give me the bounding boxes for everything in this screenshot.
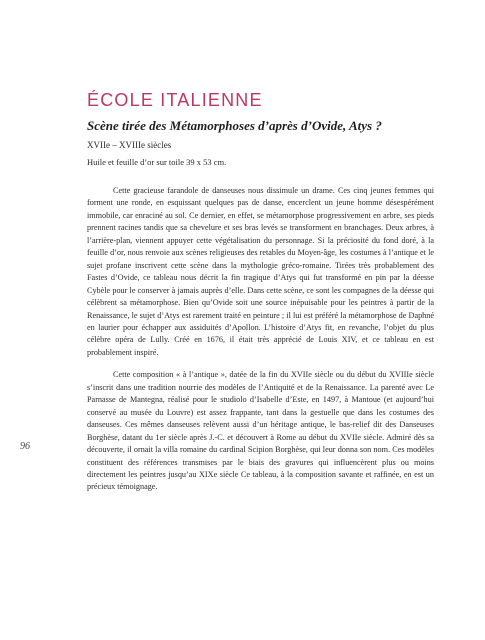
section-title: ÉCOLE ITALIENNE [87, 90, 263, 110]
page-content [87, 90, 434, 504]
artwork-period: XVIIe – XVIIIe siècles [87, 140, 172, 150]
artwork-medium: Huile et feuille d’or sur toile 39 x 53 cm. [87, 157, 227, 167]
artwork-title: Scène tirée des Métamorphoses d’après d’Ovide, Atys ? [87, 118, 382, 133]
page-number: 96 [20, 441, 30, 452]
body-paragraph-2: Cette composition « à l’antique », datée de la fin du XVIIe siècle ou du début du XVIIIe siècle s’inscrit dans une tradition nourrie des modèles de l’Antiquité et de la Renaissance. La parenté avec Le Parnasse de Mantegna, réalisé pour le studiolo d’Isabelle d’Este, en 1497, à Mantoue (et aujourd’hui conservé au musée du Louvre) est assez frappante, tant dans la gestuelle que dans les costumes des danseuses. Ces mêmes danseuses relèvent aussi d’un héritage antique, le bas-relief dit des Danseuses Borghèse, datant du 1er siècle après J.-C. et découvert à Rome au début du XVIIe siècle. Admiré dès sa découverte, il ornait la villa romaine du cardinal Scipion Borghèse, qui leur donna son nom. Ces modèles constituent des références transmises par le biais des gravures qui influencèrent plus ou moins directement les peintres jusqu’au XIXe siècle Ce tableau, à la composition savante et raffinée, en est un précieux témoignage. [87, 370, 434, 492]
body-paragraph-1: Cette gracieuse farandole de danseuses nous dissimule un drame. Ces cinq jeunes femmes qui forment une ronde, en esquissant quelques pas de danse, encerclent un jeune homme désespérément immobile, car enraciné au sol. Ce dernier, en effet, se métamorphose progressivement en arbre, ses pieds prennent racines tandis que sa chevelure et ses bras levés se transforment en branchages. Deux arbres, à l’arrière-plan, viennent appuyer cette végétalisation du personnage. Si la préciosité du fond doré, à la feuille d’or, nous renvoie aux scènes religieuses des retables du Moyen-âge, les costumes à l’antique et le sujet profane inscrivent cette scène dans la mythologie gréco-romaine. Tirées très probablement des Fastes d’Ovide, ce tableau nous décrit la fin tragique d’Atys qui fut transformé en pin par la déesse Cybèle pour le conserver à jamais auprès d’elle. Dans cette scène, ce sont les compagnes de la déesse qui célèbrent sa métamorphose. Bien qu’Ovide soit une source inépuisable pour les peintres à partir de la Renaissance, le sujet d’Atys est rarement traité en peinture ; il lui est préféré la métamorphose de Daphné en laurier pour échapper aux assiduités d’Apollon. L’histoire d’Atys fit, en revanche, l’objet du plus célèbre opéra de Lully. Créé en 1676, il était très apprécié de Louis XIV, et ce tableau en est probablement inspiré. [87, 186, 434, 357]
